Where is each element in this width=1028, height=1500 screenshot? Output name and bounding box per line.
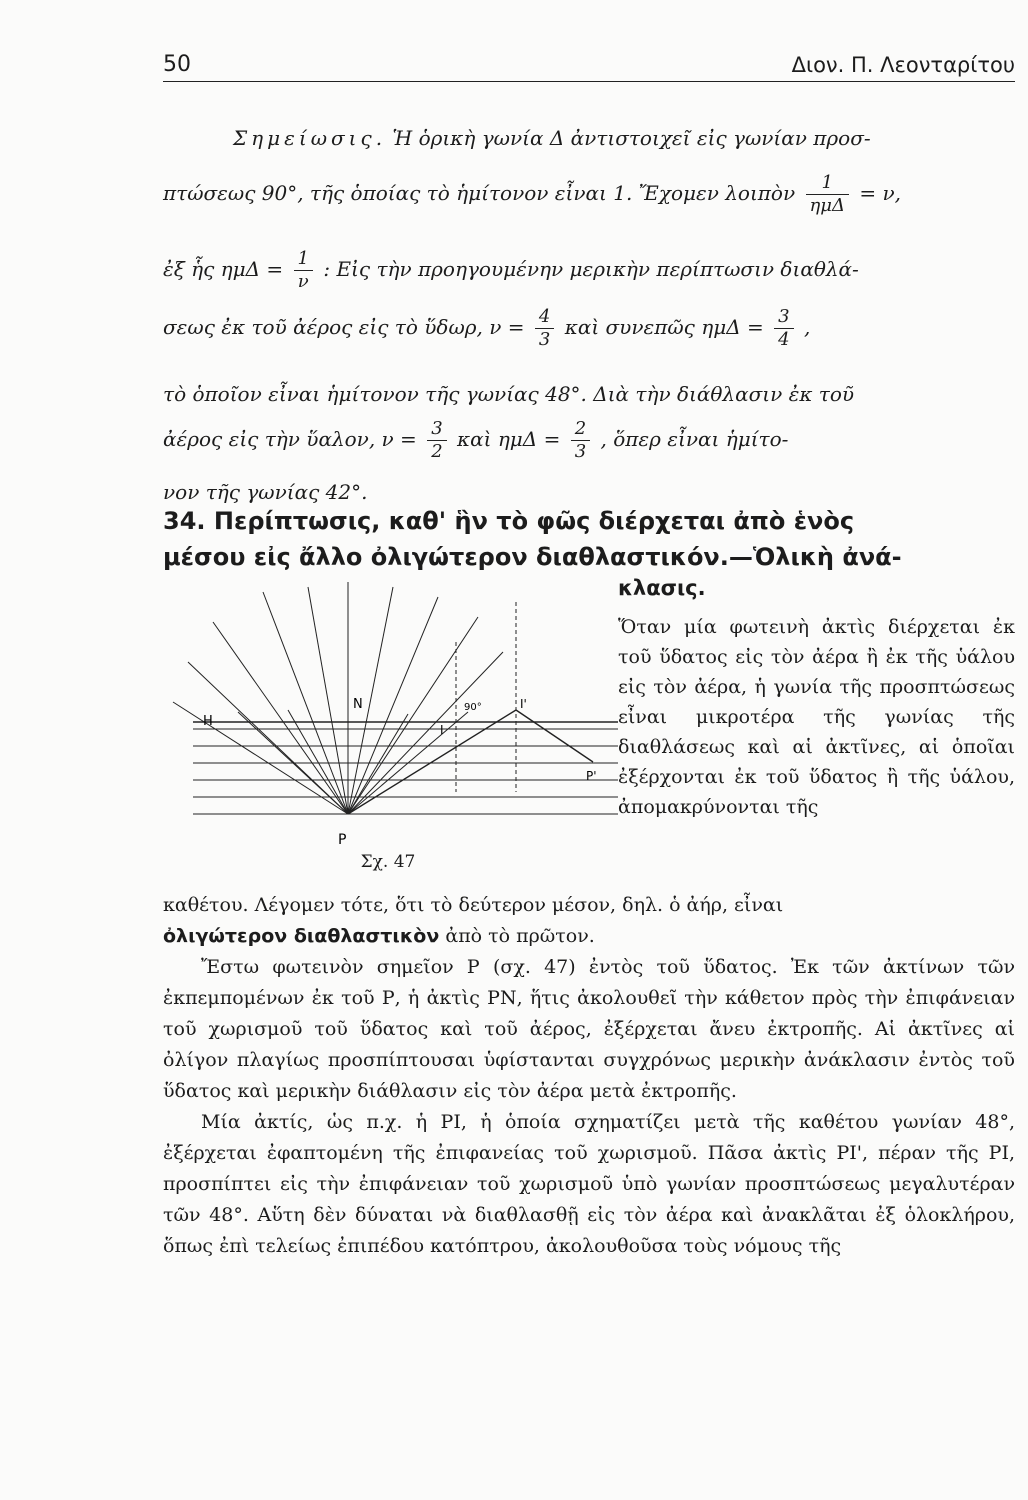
figure-47 [168, 582, 618, 862]
ray-0 [263, 592, 348, 814]
running-header [163, 45, 1015, 82]
fraction: $\frac{4}{3}$ [535, 306, 554, 351]
figure-caption: Σχ. 47 [360, 852, 416, 872]
ray-6 [213, 622, 348, 814]
label-P-prime: P' [586, 769, 597, 783]
fraction: $\frac{1}{\nu}$ [294, 248, 313, 293]
note-line-2: πτώσεως 90°, τῆς ὁποίας τὸ ἡμίτονον εἶναι 1. Ἔχομεν λοιπὸν $\frac{1}{\text{ημΔ}}$ = ν, [163, 172, 901, 216]
note-line-6: ἀέρος εἰς τὴν ὕαλον, ν = $\frac{3}{2}$ καὶ ημΔ = $\frac{2}{3}$ , ὅπερ εἶναι ἡμίτο- [163, 418, 789, 462]
note-line-3: ἐξ ἧς ημΔ = $\frac{1}{\nu}$ : Εἰς τὴν προηγουμένην μερικὴν περίπτωσιν διαθλά- [163, 248, 859, 292]
section-heading-line-2: μέσου εἰς ἄλλο ὀλιγώτερον διαθλαστικόν.—Ὁλικὴ ἀνά- [163, 543, 902, 571]
side-paragraph: Ὅταν μία φωτεινὴ ἀκτὶς διέρχεται ἐκ τοῦ ὕδατος εἰς τὸν ἀέρα ἢ ἐκ τῆς ὑάλου εἰς τὸν ἀέρα, ἡ γωνία τῆς προσπτώσεως εἶναι μικροτέρα τῆς γωνίας τῆς διαθλάσεως καὶ αἱ ἀκτῖνες, αἱ ὁποῖαι ἐξέρχονται ἐκ τοῦ ὕδατος ἢ τῆς ὑάλου, ἀπομακρύνονται τῆς [618, 616, 1015, 818]
label-N: N [353, 697, 363, 712]
fraction: $\frac{1}{\text{ημΔ}}$ [806, 172, 849, 217]
label-I: I [440, 723, 444, 737]
label-90: 90° [464, 702, 482, 713]
fraction: $\frac{2}{3}$ [571, 418, 590, 463]
section-heading-line-3: κλασις. [618, 576, 706, 600]
continuation-line: καθέτου. Λέγομεν τότε, ὅτι τὸ δεύτερον μέσον, δηλ. ὁ ἀήρ, εἶναι [163, 894, 784, 916]
rays [173, 582, 503, 814]
paragraph-2: Ἔστω φωτεινὸν σημεῖον Ρ (σχ. 47) ἐντὸς τοῦ ὕδατος. Ἐκ τῶν ἀκτίνων τῶν ἐκπεμπομένων ἐκ τοῦ Ρ, ἡ ἀκτὶς ΡΝ, ἥτις ἀκολουθεῖ τὴν κάθετον πρὸς τὴν ἐπιφάνειαν τοῦ χωρισμοῦ τοῦ ὕδατος καὶ τοῦ ἀέρος, ἐξέρχεται ἄνευ ἐκτροπῆς. Αἱ ἀκτῖνες αἱ ὀλίγον πλαγίως προσπίπτουσαι ὑφίστανται συγχρόνως μερικὴν ἀνάκλασιν ἐντὸς τοῦ ὕδατος καὶ μερικὴν διάθλασιν εἰς τὸν ἀέρα μετὰ ἐκτροπῆς. [163, 956, 1015, 1102]
note-line-5: τὸ ὁποῖον εἶναι ἡμίτονον τῆς γωνίας 48°. Διὰ τὴν διάθλασιν ἐκ τοῦ [163, 382, 855, 406]
fraction: $\frac{3}{4}$ [774, 306, 793, 351]
paragraph-3: Μία ἀκτίς, ὡς π.χ. ἡ ΡΙ, ἡ ὁποία σχηματίζει μετὰ τῆς καθέτου γωνίαν 48°, ἐξέρχεται ἐφαπτομένη τῆς ἐπιφανείας τοῦ χωρισμοῦ. Πᾶσα ἀκτὶς ΡΙ', πέραν τῆς ΡΙ, προσπίπτει εἰς τὴν ἐπιφάνειαν τοῦ χωρισμοῦ ὑπὸ γωνίαν προσπτώσεως μεγαλυτέραν τῶν 48°. Αὕτη δὲν δύναται νὰ διαθλασθῇ εἰς τὸν ἀέρα καὶ ἀνακλᾶται ἐξ ὁλοκλήρου, ὅπως ἐπὶ τελείως ἐπιπέδου κατόπτρου, ἀκολουθοῦσα τοὺς νόμους τῆς [163, 1111, 1015, 1257]
label-H: H [203, 714, 213, 729]
note-line-1: Σημείωσις. Ἡ ὁρικὴ γωνία Δ ἀντιστοιχεῖ εἰς γωνίαν προσ- [233, 126, 871, 150]
running-author: Διον. Π. Λεονταρίτου [791, 53, 1015, 77]
page-number: 50 [163, 52, 191, 77]
label-P: Ρ [338, 832, 347, 848]
note-line-4: σεως ἐκ τοῦ ἀέρος εἰς τὸ ὕδωρ, ν = $\frac{4}{3}$ καὶ συνεπῶς ημΔ = $\frac{3}{4}$ , [163, 306, 811, 350]
page [163, 0, 1015, 1500]
section-heading-line-1: 34. Περίπτωσις, καθ' ἣν τὸ φῶς διέρχεται ἀπὸ ἑνὸς [163, 507, 855, 535]
fraction: $\frac{3}{2}$ [427, 418, 446, 463]
note-line-7: νον τῆς γωνίας 42°. [163, 480, 368, 504]
continuation-line-2: ὀλιγώτερον διαθλαστικὸν ἀπὸ τὸ πρῶτον. [163, 925, 595, 947]
body-text [163, 890, 1015, 1262]
label-I-prime: I' [520, 697, 527, 711]
